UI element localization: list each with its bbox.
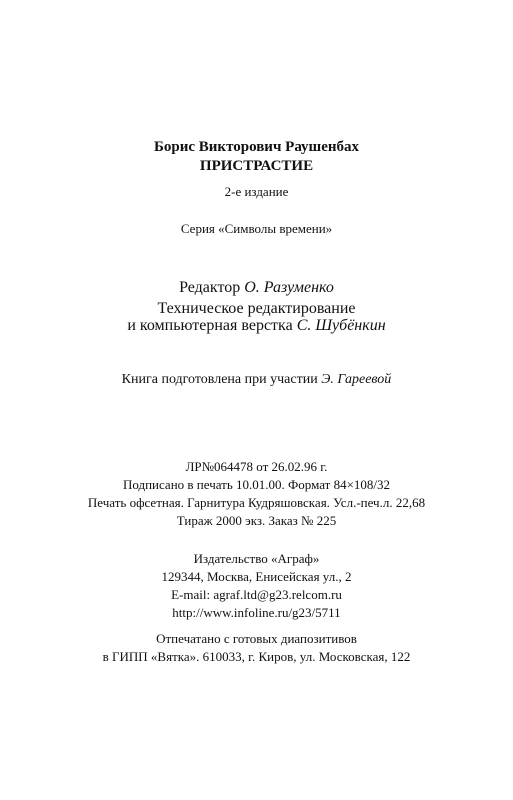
license-line: ЛР№064478 от 26.02.96 г. (185, 459, 328, 474)
print-run-line: Тираж 2000 экз. Заказ № 225 (176, 513, 337, 528)
book-title: ПРИСТРАСТИЕ (199, 158, 314, 174)
publisher-address: 129344, Москва, Енисейская ул., 2 (161, 569, 352, 584)
publisher-name: Издательство «Аграф» (193, 551, 320, 566)
printed-line-2: в ГИПП «Вятка». 610033, г. Киров, ул. Московская, 122 (102, 649, 411, 664)
editor-label: Редактор (179, 279, 241, 296)
editor-name: О. Разуменко (244, 279, 334, 296)
editor-line (0, 280, 513, 296)
signed-line: Подписано в печать 10.01.00. Формат 84×108/32 (122, 477, 391, 492)
tech-edit-label: и компьютерная верстка (127, 317, 293, 334)
prepared-label: Книга подготовлена при участии (121, 372, 318, 387)
author-name: Борис Викторович Раушенбах (153, 139, 360, 155)
publisher-url: http://www.infoline.ru/g23/5711 (172, 605, 341, 620)
printed-line-1: Отпечатано с готовых диапозитивов (156, 631, 357, 646)
prepared-line (0, 373, 513, 387)
tech-edit-line-1: Техническое редактирование (157, 300, 356, 317)
series-label: Серия «Символы времени» (180, 221, 333, 236)
publisher-email: E-mail: agraf.ltd@g23.relcom.ru (171, 587, 342, 602)
tech-edit-name: С. Шубёнкин (296, 317, 386, 334)
edition-label: 2-е издание (224, 184, 289, 199)
prepared-name: Э. Гареевой (321, 372, 392, 387)
tech-edit-line-2 (0, 318, 513, 334)
print-info-line: Печать офсетная. Гарнитура Кудряшовская. Усл.-печ.л. 22,68 (87, 495, 426, 510)
